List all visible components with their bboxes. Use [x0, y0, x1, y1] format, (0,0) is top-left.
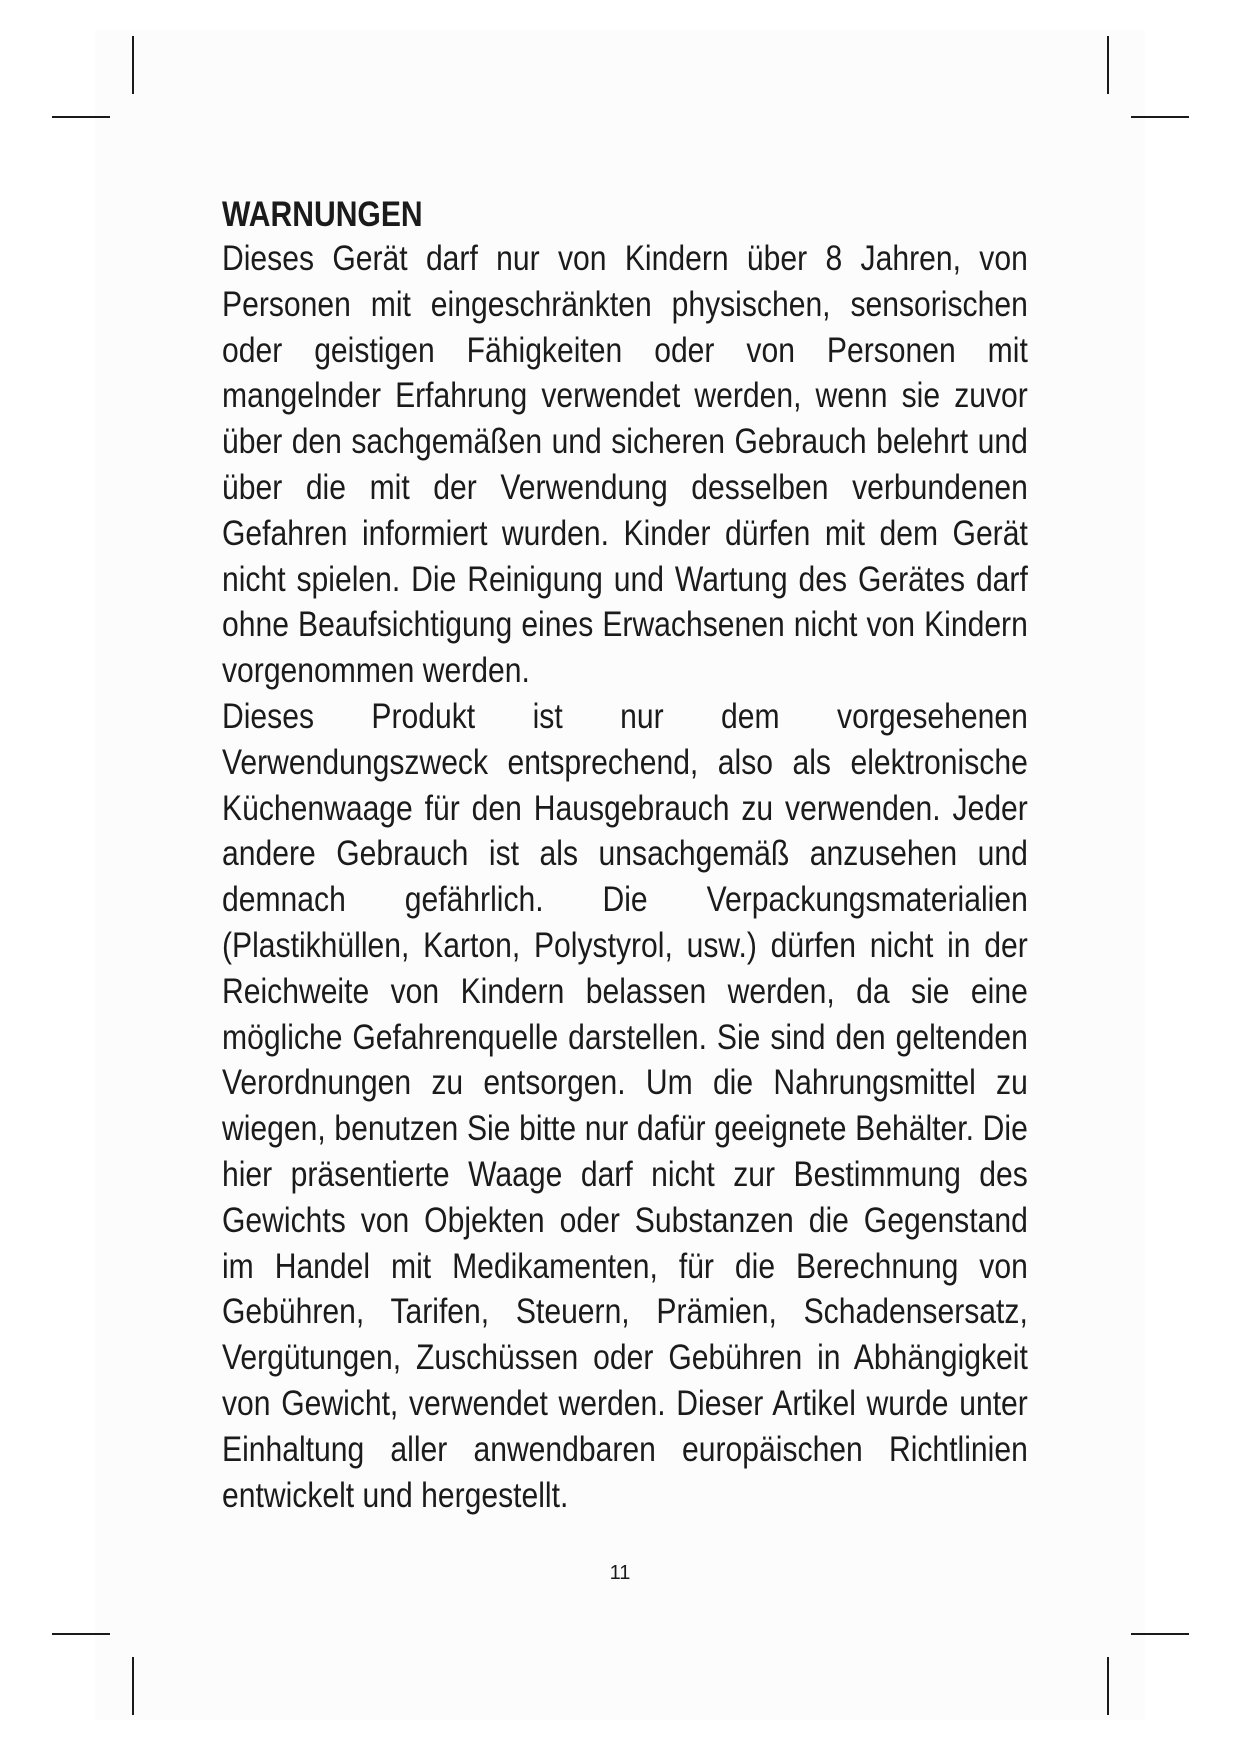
crop-mark-bottom-right-vertical [1107, 1657, 1109, 1715]
crop-mark-top-right-vertical [1107, 36, 1109, 94]
paragraph-intended-use: Dieses Produkt ist nur dem vorgesehenen Verwendungszweck entsprechend, also als elektronische Küchenwaage für den Hausgebrauch zu verwenden. Jeder andere Gebrauch ist als unsachgemäß anzusehen und demnach gefährlich. Die Verpackungsmaterialien (Plastikhüllen, Karton, Polystyrol, usw.) dürfen nicht in der Reichweite von Kindern belassen werden, da sie eine mögliche Gefahrenquelle darstellen. Sie sind den geltenden Verordnungen zu entsorgen. Um die Nahrungsmittel zu wiegen, benutzen Sie bitte nur dafür geeignete Behälter. Die hier präsentierte Waage darf nicht zur Bestimmung des Gewichts von Objekten oder Substanzen die Gegenstand im Handel mit Medikamenten, für die Berechnung von Gebühren, Tarifen, Steuern, Prämien, Schadensersatz, Vergütungen, Zuschüssen oder Gebühren in Abhängigkeit von Gewicht, verwendet werden. Dieser Artikel wurde unter Einhaltung aller anwendbaren europäischen Richtlinien entwickelt und hergestellt. [222, 696, 1028, 1515]
section-heading: WARNUNGEN [222, 195, 423, 234]
paragraph-children-safety: Dieses Gerät darf nur von Kindern über 8 Jahren, von Personen mit eingeschränkten physischen, sensorischen oder geistigen Fähigkeiten oder von Personen mit mangelnder Erfahrung verwendet werden, wenn sie zuvor über den sachgemäßen und sicheren Gebrauch belehrt und über die mit der Verwendung desselben verbundenen Gefahren informiert wurden. Kinder dürfen mit dem Gerät nicht spielen. Die Reinigung und Wartung des Gerätes darf ohne Beaufsichtigung eines Erwachsenen nicht von Kindern vorgenommen werden. [222, 239, 1028, 691]
warnings-section [222, 193, 1028, 1518]
crop-mark-bottom-right-horizontal [1131, 1633, 1189, 1635]
crop-mark-bottom-left-horizontal [52, 1633, 110, 1635]
warnings-body [222, 236, 1028, 1518]
page-number: 11 [609, 1562, 631, 1584]
crop-mark-top-right-horizontal [1131, 116, 1189, 118]
crop-mark-top-left-vertical [132, 36, 134, 94]
crop-mark-bottom-left-vertical [132, 1657, 134, 1715]
crop-mark-top-left-horizontal [52, 116, 110, 118]
